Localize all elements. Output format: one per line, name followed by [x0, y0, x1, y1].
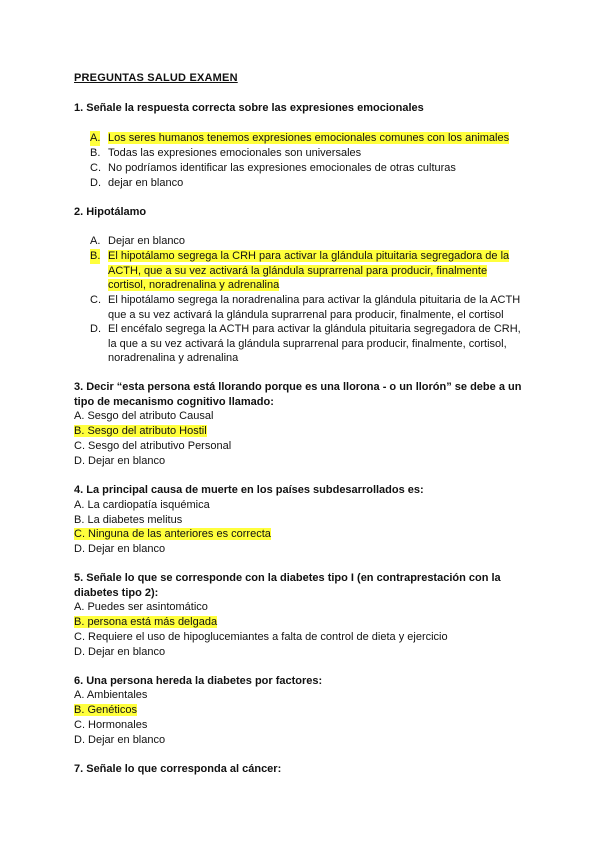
- option-text: B. Genéticos: [74, 704, 137, 716]
- q2-option-d: [90, 322, 530, 366]
- option-text: dejar en blanco: [108, 177, 184, 189]
- option-letter: B.: [90, 147, 101, 159]
- option-text: B. Sesgo del atributo Hostil: [74, 425, 207, 437]
- option-letter: C.: [90, 294, 101, 306]
- option-letter: A.: [90, 132, 101, 144]
- q4-option-c: [74, 527, 534, 542]
- option-letter: D.: [90, 177, 101, 189]
- q1-option-a: [90, 131, 530, 146]
- question-4: 4. La principal causa de muerte en los países subdesarrollados es:: [74, 484, 424, 496]
- q1-option-b: [90, 146, 530, 161]
- option-text: Todas las expresiones emocionales son universales: [108, 147, 362, 159]
- q3-option-a: A. Sesgo del atributo Causal: [74, 410, 214, 422]
- q1-option-c: [90, 161, 530, 176]
- q4-option-a: A. La cardiopatía isquémica: [74, 499, 210, 511]
- document-title: PREGUNTAS SALUD EXAMEN: [74, 72, 238, 84]
- question-1: 1. Señale la respuesta correcta sobre las expresiones emocionales: [74, 102, 424, 114]
- q6-option-d: D. Dejar en blanco: [74, 734, 166, 746]
- question-3: 3. Decir “esta persona está llorando porque es una llorona - o un llorón” se debe a un tipo de mecanismo cognitivo llamado:: [74, 381, 522, 408]
- option-letter: A.: [90, 235, 101, 247]
- option-text: C. Ninguna de las anteriores es correcta: [74, 528, 271, 540]
- q5-option-b: [74, 615, 534, 630]
- option-text-line-3: cortisol, noradrenalina y adrenalina: [108, 279, 280, 291]
- q3-option-b: [74, 424, 534, 439]
- q4-option-d: D. Dejar en blanco: [74, 543, 166, 555]
- option-letter: B.: [90, 250, 101, 262]
- question-5: 5. Señale lo que se corresponde con la diabetes tipo I (en contraprestación con la diabetes tipo 2):: [74, 572, 501, 599]
- q4-option-b: B. La diabetes melitus: [74, 514, 183, 526]
- q5-option-c: C. Requiere el uso de hipoglucemiantes a falta de control de dieta y ejercicio: [74, 631, 448, 643]
- q1-option-d: [90, 176, 530, 191]
- q3-option-d: D. Dejar en blanco: [74, 455, 166, 467]
- question-7: 7. Señale lo que corresponda al cáncer:: [74, 763, 282, 775]
- q2-option-a: [90, 234, 530, 249]
- q6-option-b: [74, 703, 534, 718]
- q6-option-a: A. Ambientales: [74, 689, 148, 701]
- option-text: Dejar en blanco: [108, 235, 186, 247]
- question-6: 6. Una persona hereda la diabetes por factores:: [74, 675, 323, 687]
- option-text: B. persona está más delgada: [74, 616, 218, 628]
- option-letter: C.: [90, 162, 101, 174]
- option-text: No podríamos identificar las expresiones emocionales de otras culturas: [108, 162, 456, 174]
- option-text-line-2: ACTH, que a su vez activará la glándula suprarrenal para producir, finalmente: [108, 264, 488, 277]
- q2-option-c: [90, 293, 530, 322]
- q2-option-b: [90, 249, 530, 293]
- option-letter: D.: [90, 323, 101, 335]
- q5-option-a: A. Puedes ser asintomático: [74, 601, 208, 613]
- option-text: El encéfalo segrega la ACTH para activar la glándula pituitaria segregadora de CRH, la que a su vez activará la glándula suprarrenal para producir, finalmente, cortisol, noradrenalina y adrenalina: [108, 323, 521, 364]
- option-text: Los seres humanos tenemos expresiones emocionales comunes con los animales: [108, 132, 510, 144]
- q5-option-d: D. Dejar en blanco: [74, 646, 166, 658]
- option-text: El hipotálamo segrega la noradrenalina para activar la glándula pituitaria de la ACTH que a su vez activará la glándula suprarrenal para producir, finalmente, el cortisol: [108, 294, 521, 321]
- question-2: 2. Hipotálamo: [74, 206, 147, 218]
- q3-option-c: C. Sesgo del atributivo Personal: [74, 440, 232, 452]
- q6-option-c: C. Hormonales: [74, 719, 148, 731]
- option-text-line-1: El hipotálamo segrega la CRH para activar la glándula pituitaria segregadora de la: [108, 250, 510, 262]
